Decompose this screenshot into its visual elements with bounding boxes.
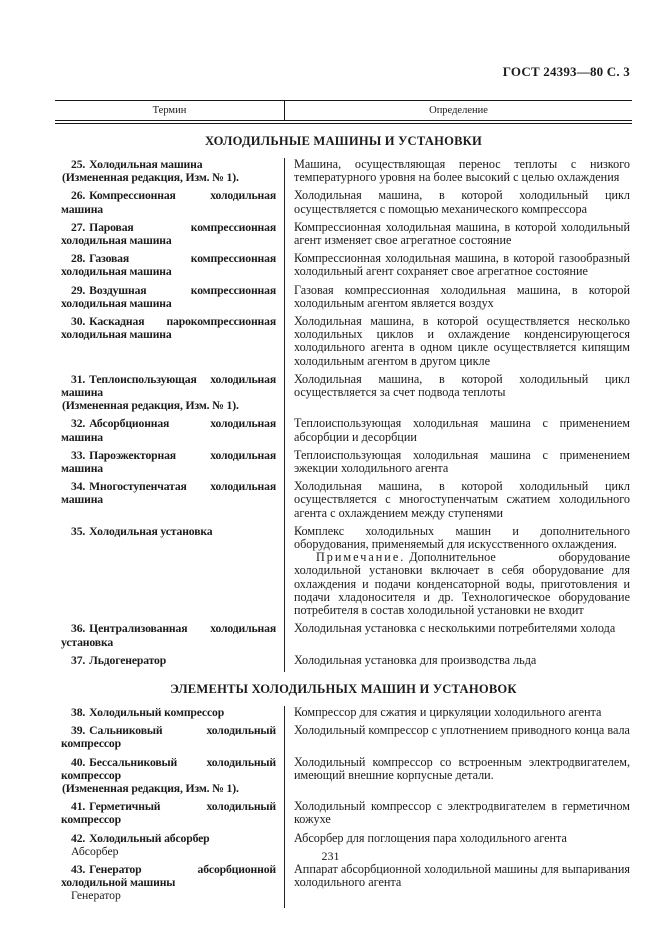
term-text: Сальниковый холодильный компрессор xyxy=(61,724,276,751)
term-text: Герметичный холодильный компрессор xyxy=(61,800,276,827)
term-cell xyxy=(55,622,285,653)
term-line xyxy=(61,525,276,538)
term-text: Централизованная холодильная установка xyxy=(61,622,276,649)
column-header-term: Термин xyxy=(55,101,285,120)
term-text: Многоступенчатая холодильная машина xyxy=(61,480,276,507)
definition-cell xyxy=(285,252,632,283)
table-row xyxy=(55,252,632,283)
definition-note-label: Примечание. xyxy=(316,550,406,565)
table-row xyxy=(55,622,632,653)
term-line xyxy=(61,252,276,278)
definition-text: Абсорбер для поглощения пара холодильного агента xyxy=(294,830,567,845)
double-rule-divider xyxy=(55,120,632,124)
term-number: 37. xyxy=(71,653,86,667)
term-cell xyxy=(55,449,285,480)
definition-note-text: Дополнительное оборудование холодильной установки включает в себя оборудование для охлаждения и подачи конденсаторной воды, приготовления и подачи хладоносителя и др. Технологическое оборудование потребителя в состав холодильной установки не входит xyxy=(294,550,630,618)
definition-text: Холодильная установка с несколькими потребителями холода xyxy=(294,621,616,636)
term-number: 41. xyxy=(71,800,86,814)
term-number: 38. xyxy=(71,705,86,719)
table-row xyxy=(55,706,632,724)
term-line xyxy=(61,832,276,845)
term-number: 36. xyxy=(71,622,86,636)
definition-text: Холодильная машина, в которой холодильный цикл осуществляется с многоступенчатым сжатием холодильного агента с охлаждением между ступенями xyxy=(294,479,630,520)
term-line xyxy=(61,158,276,171)
term-cell xyxy=(55,373,285,418)
term-text: Абсорбционная холодильная машина xyxy=(61,417,276,444)
definition-cell xyxy=(285,315,632,373)
term-cell xyxy=(55,756,285,801)
definition-text: Аппарат абсорбционной холодильной машины для выпаривания холодильного агента xyxy=(294,861,630,890)
table-row xyxy=(55,800,632,831)
term-number: 32. xyxy=(71,417,86,431)
terms-table xyxy=(55,100,632,908)
term-number: 34. xyxy=(71,480,86,494)
page-number: 231 xyxy=(321,849,340,863)
term-cell xyxy=(55,863,285,908)
term-number: 39. xyxy=(71,724,86,738)
column-header-definition: Определение xyxy=(429,105,488,116)
table-body xyxy=(55,134,632,908)
term-text: Газовая компрессионная холодильная машина xyxy=(61,252,276,279)
term-cell xyxy=(55,800,285,831)
table-row xyxy=(55,221,632,252)
term-line xyxy=(61,417,276,443)
term-number: 40. xyxy=(71,755,86,769)
term-line xyxy=(61,449,276,475)
definition-cell xyxy=(285,622,632,653)
table-row xyxy=(55,863,632,908)
term-number: 28. xyxy=(71,252,86,266)
term-cell xyxy=(55,654,285,672)
definition-cell xyxy=(285,480,632,525)
term-line xyxy=(61,724,276,750)
term-text: Льдогенератор xyxy=(89,653,167,667)
table-row xyxy=(55,756,632,801)
term-text: Холодильный компрессор xyxy=(89,705,225,719)
term-line xyxy=(61,756,276,782)
definition-cell xyxy=(285,284,632,315)
table-row xyxy=(55,284,632,315)
term-cell xyxy=(55,480,285,525)
term-line xyxy=(61,863,276,889)
definition-text: Холодильная машина, в которой холодильный цикл осуществляется за счет подвода теплоты xyxy=(294,371,630,400)
definition-text: Холодильный компрессор с электродвигателем в герметичном кожухе xyxy=(294,799,630,827)
term-number: 29. xyxy=(71,283,86,297)
term-cell xyxy=(55,189,285,220)
term-text: Теплоиспользующая холодильная машина xyxy=(61,372,276,400)
term-cell xyxy=(55,284,285,315)
term-revision-note: (Измененная редакция, Изм. № 1). xyxy=(62,171,239,185)
term-cell xyxy=(55,525,285,622)
term-text: Пароэжекторная холодильная машина xyxy=(61,448,276,476)
section-body xyxy=(55,706,632,908)
definition-text: Холодильная машина, в которой осуществляется несколько холодильных циклов и охлаждение конденсирующегося холодильного агента в одном цикле осуществляется кипящим холодильным агентом в другом цикле xyxy=(294,314,630,368)
term-text: Каскадная парокомпрессионная холодильная машина xyxy=(61,315,276,342)
term-revision-note: (Измененная редакция, Изм. № 1). xyxy=(62,399,239,413)
definition-cell xyxy=(285,654,632,672)
definition-cell xyxy=(285,417,632,448)
term-cell xyxy=(55,221,285,252)
term-text: Генератор абсорбционной холодильной машины xyxy=(61,862,276,890)
definition-text: Теплоиспользующая холодильная машина с применением эжекции холодильного агента xyxy=(294,447,630,476)
term-line xyxy=(61,284,276,310)
definition-cell xyxy=(285,189,632,220)
term-number: 42. xyxy=(71,831,86,845)
term-number: 35. xyxy=(71,524,86,538)
term-text: Холодильная установка xyxy=(89,524,213,538)
definition-text: Холодильный компрессор с уплотнением приводного конца вала xyxy=(294,723,630,738)
term-line xyxy=(61,654,276,667)
term-text: Холодильный абсорбер xyxy=(89,831,210,845)
definition-cell xyxy=(285,221,632,252)
term-cell xyxy=(55,252,285,283)
term-number: 33. xyxy=(71,448,86,462)
definition-cell xyxy=(285,724,632,755)
definition-cell xyxy=(285,525,632,622)
term-text: Воздушная компрессионная холодильная машина xyxy=(61,283,276,310)
term-number: 25. xyxy=(71,158,86,171)
definition-cell xyxy=(285,863,632,908)
definition-text: Холодильная машина, в которой холодильный цикл осуществляется с помощью механического компрессора xyxy=(294,188,630,216)
table-row xyxy=(55,189,632,220)
definition-text: Машина, осуществляющая перенос теплоты с низкого температурного уровня на более высокий с целью охлаждения xyxy=(294,157,630,185)
term-number: 43. xyxy=(71,862,86,876)
term-line xyxy=(61,189,276,215)
section-title: ЭЛЕМЕНТЫ ХОЛОДИЛЬНЫХ МАШИН И УСТАНОВОК xyxy=(170,681,517,696)
term-number: 27. xyxy=(71,220,86,234)
table-row xyxy=(55,158,632,189)
table-row xyxy=(55,724,632,755)
definition-text: Комплекс холодильных машин и дополнительного оборудования, применяемый для искусственного охлаждения. xyxy=(294,523,630,552)
definition-cell xyxy=(285,449,632,480)
table-row xyxy=(55,654,632,672)
term-number: 31. xyxy=(71,372,86,386)
definition-note xyxy=(294,551,630,617)
definition-cell xyxy=(285,373,632,418)
definition-text: Холодильный компрессор со встроенным электродвигателем, имеющий внешние корпусные детали. xyxy=(294,754,630,782)
term-text: Компрессионная холодильная машина xyxy=(61,189,276,216)
table-row xyxy=(55,480,632,525)
term-synonym: Генератор xyxy=(71,889,121,903)
term-line xyxy=(61,706,276,719)
definition-cell xyxy=(285,706,632,724)
term-revision-note: (Измененная редакция, Изм. № 1). xyxy=(62,781,239,795)
definition-cell xyxy=(285,756,632,801)
definition-text: Компрессионная холодильная машина, в которой газообразный холодильный агент сохраняет свое агрегатное состояние xyxy=(294,251,630,279)
term-text: Паровая компрессионная холодильная машина xyxy=(61,220,276,248)
table-row xyxy=(55,315,632,373)
term-text: Холодильная машина xyxy=(89,158,203,171)
definition-cell xyxy=(285,800,632,831)
doc-reference-header: ГОСТ 24393—80 С. 3 xyxy=(502,64,630,79)
table-row xyxy=(55,373,632,418)
table-row xyxy=(55,449,632,480)
term-number: 26. xyxy=(71,189,86,203)
section-title: ХОЛОДИЛЬНЫЕ МАШИНЫ И УСТАНОВКИ xyxy=(204,134,483,148)
term-text: Бессальниковый холодильный компрессор xyxy=(61,755,276,782)
term-line xyxy=(61,622,276,648)
definition-text: Теплоиспользующая холодильная машина с применением абсорбции и десорбции xyxy=(294,416,630,444)
table-row xyxy=(55,525,632,622)
term-cell xyxy=(55,158,285,189)
section-body xyxy=(55,158,632,672)
definition-cell xyxy=(285,158,632,189)
definition-text: Холодильная установка для производства льда xyxy=(294,652,537,667)
definition-text: Компрессионная холодильная машина, в которой холодильный агент изменяет свое агрегатное состояние xyxy=(294,219,630,248)
table-row xyxy=(55,417,632,448)
definition-text: Компрессор для сжатия и циркуляции холодильного агента xyxy=(294,704,602,719)
term-cell xyxy=(55,315,285,373)
term-line xyxy=(61,315,276,341)
term-number: 30. xyxy=(71,315,86,329)
term-synonym: Абсорбер xyxy=(71,844,119,858)
term-cell xyxy=(55,724,285,755)
table-header-row xyxy=(55,100,632,120)
term-cell xyxy=(55,706,285,724)
term-line xyxy=(61,221,276,247)
term-line xyxy=(61,480,276,506)
term-cell xyxy=(55,417,285,448)
definition-text: Газовая компрессионная холодильная машина, в которой холодильным агентом является воздух xyxy=(294,282,630,310)
term-line xyxy=(61,800,276,826)
term-line xyxy=(61,373,276,399)
